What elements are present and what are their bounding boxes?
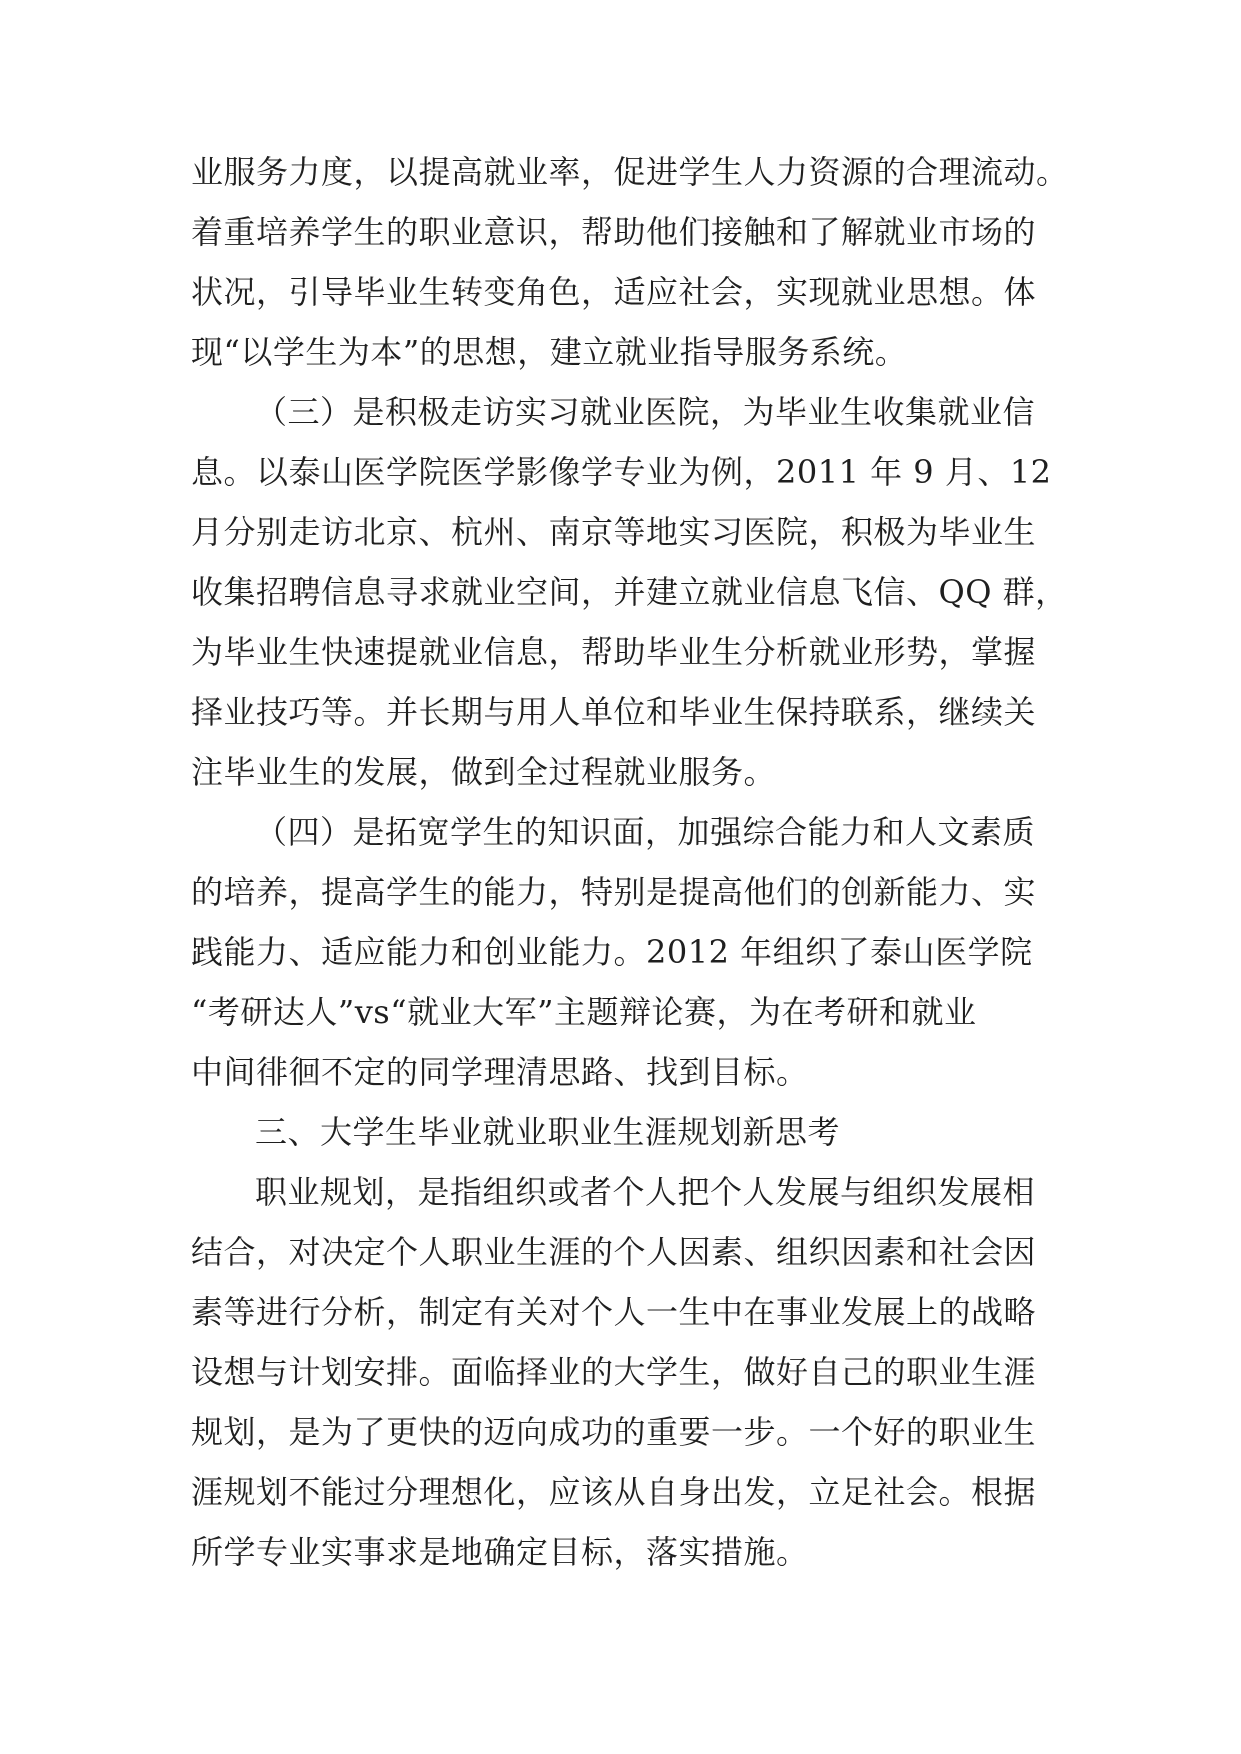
text-line: 素等进行分析，制定有关对个人一生中在事业发展上的战略	[191, 1293, 1037, 1331]
section-heading: 三、大学生毕业就业职业生涯规划新思考	[255, 1113, 841, 1151]
text-line: 着重培养学生的职业意识，帮助他们接触和了解就业市场的	[191, 213, 1037, 251]
text-line: 状况，引导毕业生转变角色，适应社会，实现就业思想。体	[191, 273, 1037, 311]
text-line: 现“以学生为本”的思想，建立就业指导服务系统。	[191, 333, 908, 371]
text-line: 业服务力度，以提高就业率，促进学生人力资源的合理流动。	[191, 153, 1069, 191]
text-line: 结合，对决定个人职业生涯的个人因素、组织因素和社会因	[191, 1233, 1037, 1271]
text-line: 涯规划不能过分理想化，应该从自身出发，立足社会。根据	[191, 1473, 1037, 1511]
text-line: 为毕业生快速提就业信息，帮助毕业生分析就业形势，掌握	[191, 633, 1037, 671]
text-line: 规划，是为了更快的迈向成功的重要一步。一个好的职业生	[191, 1413, 1037, 1451]
text-line: 收集招聘信息寻求就业空间，并建立就业信息飞信、QQ 群，	[191, 573, 1068, 611]
paragraph-career-line: 职业规划，是指组织或者个人把个人发展与组织发展相	[255, 1173, 1036, 1211]
text-line: “考研达人”vs“就业大军”主题辩论赛，为在考研和就业	[191, 993, 977, 1031]
text-line: 息。以泰山医学院医学影像学专业为例，2011 年 9 月、12	[191, 453, 1052, 491]
text-line: 的培养，提高学生的能力，特别是提高他们的创新能力、实	[191, 873, 1037, 911]
text-line: 择业技巧等。并长期与用人单位和毕业生保持联系，继续关	[191, 693, 1037, 731]
text-line: 设想与计划安排。面临择业的大学生，做好自己的职业生涯	[191, 1353, 1037, 1391]
paragraph-3-line: （三）是积极走访实习就业医院，为毕业生收集就业信	[255, 393, 1036, 431]
paragraph-4-line: （四）是拓宽学生的知识面，加强综合能力和人文素质	[255, 813, 1036, 851]
text-line: 月分别走访北京、杭州、南京等地实习医院，积极为毕业生	[191, 513, 1037, 551]
text-line: 践能力、适应能力和创业能力。2012 年组织了泰山医学院	[191, 933, 1033, 971]
text-line: 注毕业生的发展，做到全过程就业服务。	[191, 753, 777, 791]
text-line: 中间徘徊不定的同学理清思路、找到目标。	[191, 1053, 809, 1091]
text-line: 所学专业实事求是地确定目标，落实措施。	[191, 1533, 809, 1571]
